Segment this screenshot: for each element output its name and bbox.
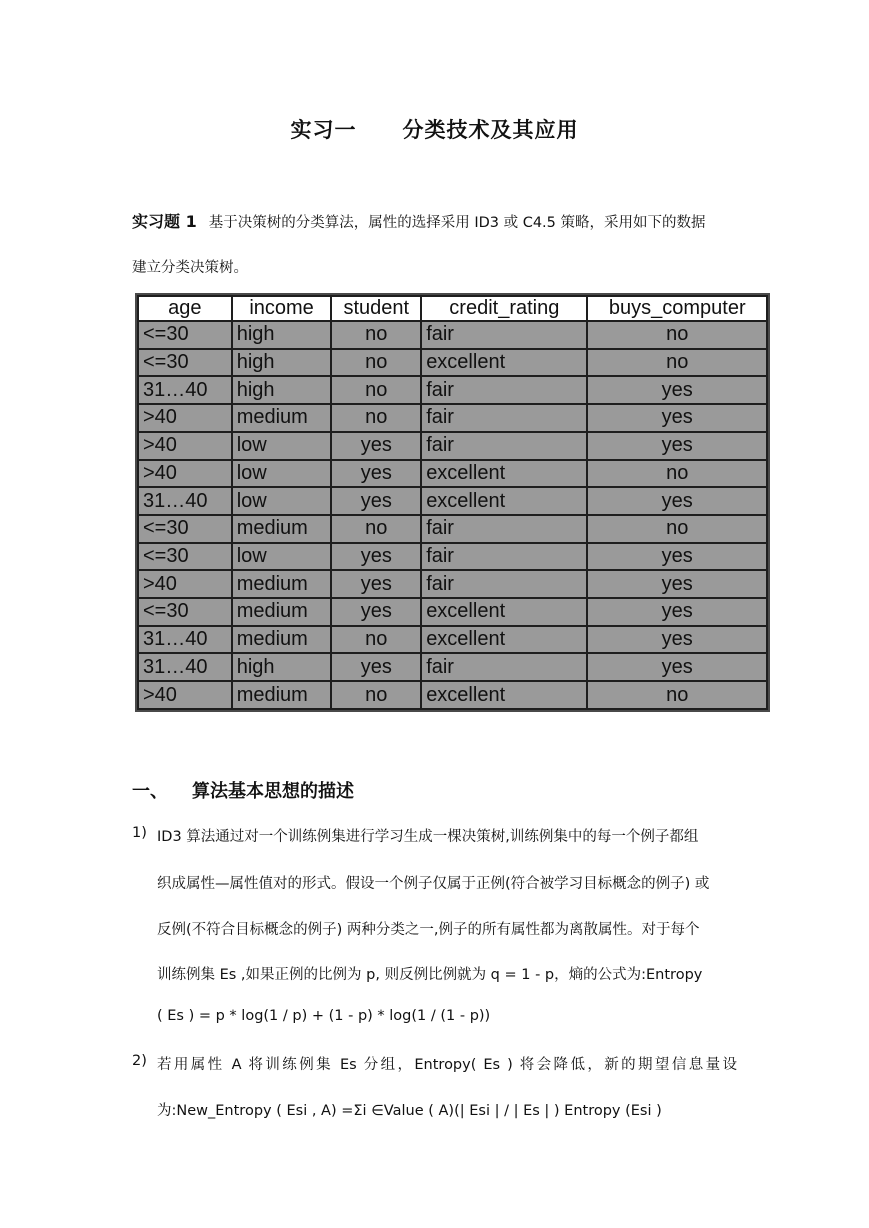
list-item-line: 为:New_Entropy ( Esi , A) =Σi ∈Value ( A)(| Esi | / | Es | ) Entropy (Esi ) xyxy=(157,1103,662,1119)
table-row xyxy=(138,376,767,404)
list-item-line: ( Es ) = p * log(1 / p) + (1 - p) * log(1 / (1 - p)) xyxy=(157,1008,491,1024)
cell-age: >40 xyxy=(138,570,232,598)
cell-buys-computer: no xyxy=(587,321,767,349)
table-row xyxy=(138,626,767,654)
list-item-line: 若用属性 A 将训练例集 Es 分组，Entropy( Es ) 将会降低，新的期望信息量设 xyxy=(157,1057,737,1073)
cell-student: no xyxy=(331,515,421,543)
cell-credit-rating: fair xyxy=(421,515,587,543)
cell-buys-computer: yes xyxy=(587,653,767,681)
cell-buys-computer: yes xyxy=(587,626,767,654)
cell-buys-computer: no xyxy=(587,681,767,709)
cell-buys-computer: yes xyxy=(587,376,767,404)
cell-age: <=30 xyxy=(138,543,232,571)
cell-credit-rating: fair xyxy=(421,404,587,432)
cell-buys-computer: yes xyxy=(587,404,767,432)
cell-income: medium xyxy=(232,404,332,432)
cell-buys-computer: yes xyxy=(587,432,767,460)
cell-buys-computer: yes xyxy=(587,543,767,571)
cell-credit-rating: fair xyxy=(421,321,587,349)
list-item-number: 2) xyxy=(132,1053,147,1069)
section-heading xyxy=(132,777,354,803)
cell-student: yes xyxy=(331,543,421,571)
cell-income: high xyxy=(232,653,332,681)
cell-credit-rating: fair xyxy=(421,432,587,460)
cell-age: <=30 xyxy=(138,349,232,377)
cell-credit-rating: excellent xyxy=(421,349,587,377)
header-buys-computer: buys_computer xyxy=(587,296,767,321)
table-row xyxy=(138,543,767,571)
table-row xyxy=(138,653,767,681)
cell-credit-rating: excellent xyxy=(421,598,587,626)
task-label: 实习题 1 xyxy=(132,212,197,231)
table-row xyxy=(138,598,767,626)
cell-student: no xyxy=(331,626,421,654)
header-age: age xyxy=(138,296,232,321)
list-item-line: 训练例集 Es ,如果正例的比例为 p, 则反例比例就为 q = 1 - p，熵的公式为:Entropy xyxy=(157,967,703,983)
cell-credit-rating: excellent xyxy=(421,626,587,654)
cell-income: medium xyxy=(232,598,332,626)
cell-credit-rating: excellent xyxy=(421,681,587,709)
cell-age: 31…40 xyxy=(138,376,232,404)
cell-income: medium xyxy=(232,681,332,709)
task-text-line-1: 基于决策树的分类算法，属性的选择采用 ID3 或 C4.5 策略，采用如下的数据 xyxy=(208,215,706,231)
cell-buys-computer: yes xyxy=(587,570,767,598)
list-item-number: 1) xyxy=(132,825,147,841)
cell-age: 31…40 xyxy=(138,487,232,515)
cell-income: high xyxy=(232,376,332,404)
cell-credit-rating: fair xyxy=(421,376,587,404)
cell-buys-computer: yes xyxy=(587,487,767,515)
cell-age: 31…40 xyxy=(138,626,232,654)
cell-student: yes xyxy=(331,570,421,598)
cell-age: 31…40 xyxy=(138,653,232,681)
cell-credit-rating: fair xyxy=(421,653,587,681)
cell-student: yes xyxy=(331,653,421,681)
cell-credit-rating: fair xyxy=(421,543,587,571)
cell-buys-computer: no xyxy=(587,515,767,543)
cell-income: medium xyxy=(232,626,332,654)
table-row xyxy=(138,515,767,543)
cell-buys-computer: no xyxy=(587,460,767,488)
cell-income: low xyxy=(232,432,332,460)
header-credit-rating: credit_rating xyxy=(421,296,587,321)
header-student: student xyxy=(331,296,421,321)
cell-income: high xyxy=(232,349,332,377)
cell-student: no xyxy=(331,681,421,709)
cell-credit-rating: fair xyxy=(421,570,587,598)
cell-income: low xyxy=(232,460,332,488)
cell-buys-computer: yes xyxy=(587,598,767,626)
cell-age: <=30 xyxy=(138,515,232,543)
cell-income: high xyxy=(232,321,332,349)
cell-age: <=30 xyxy=(138,321,232,349)
cell-student: no xyxy=(331,321,421,349)
cell-income: medium xyxy=(232,570,332,598)
cell-age: <=30 xyxy=(138,598,232,626)
task-paragraph xyxy=(132,209,738,232)
cell-income: low xyxy=(232,543,332,571)
cell-student: yes xyxy=(331,460,421,488)
title-part-1: 实习一 xyxy=(290,118,357,142)
table-row xyxy=(138,432,767,460)
document-title xyxy=(0,114,869,144)
cell-credit-rating: excellent xyxy=(421,460,587,488)
cell-buys-computer: no xyxy=(587,349,767,377)
table-header-row xyxy=(138,296,767,321)
cell-student: yes xyxy=(331,432,421,460)
training-data-table xyxy=(137,295,768,710)
cell-age: >40 xyxy=(138,404,232,432)
table-row xyxy=(138,681,767,709)
cell-income: medium xyxy=(232,515,332,543)
cell-income: low xyxy=(232,487,332,515)
table-row xyxy=(138,404,767,432)
cell-age: >40 xyxy=(138,460,232,488)
table-row xyxy=(138,487,767,515)
section-number: 一、 xyxy=(132,781,168,802)
cell-credit-rating: excellent xyxy=(421,487,587,515)
list-item-line: 反例(不符合目标概念的例子) 两种分类之一,例子的所有属性都为离散属性。对于每个 xyxy=(157,922,700,938)
cell-age: >40 xyxy=(138,432,232,460)
list-item-line: 织成属性—属性值对的形式。假设一个例子仅属于正例(符合被学习目标概念的例子) 或 xyxy=(157,876,710,892)
cell-age: >40 xyxy=(138,681,232,709)
task-text-line-2: 建立分类决策树。 xyxy=(132,260,248,276)
cell-student: yes xyxy=(331,487,421,515)
table-row xyxy=(138,321,767,349)
table-row xyxy=(138,349,767,377)
cell-student: no xyxy=(331,349,421,377)
title-part-2: 分类技术及其应用 xyxy=(402,118,579,142)
cell-student: no xyxy=(331,376,421,404)
header-income: income xyxy=(232,296,332,321)
cell-student: yes xyxy=(331,598,421,626)
table-row xyxy=(138,570,767,598)
training-data-table-image xyxy=(135,293,770,712)
section-title: 算法基本思想的描述 xyxy=(192,781,354,802)
cell-student: no xyxy=(331,404,421,432)
list-item-line: ID3 算法通过对一个训练例集进行学习生成一棵决策树,训练例集中的每一个例子都组 xyxy=(157,829,699,845)
table-row xyxy=(138,460,767,488)
